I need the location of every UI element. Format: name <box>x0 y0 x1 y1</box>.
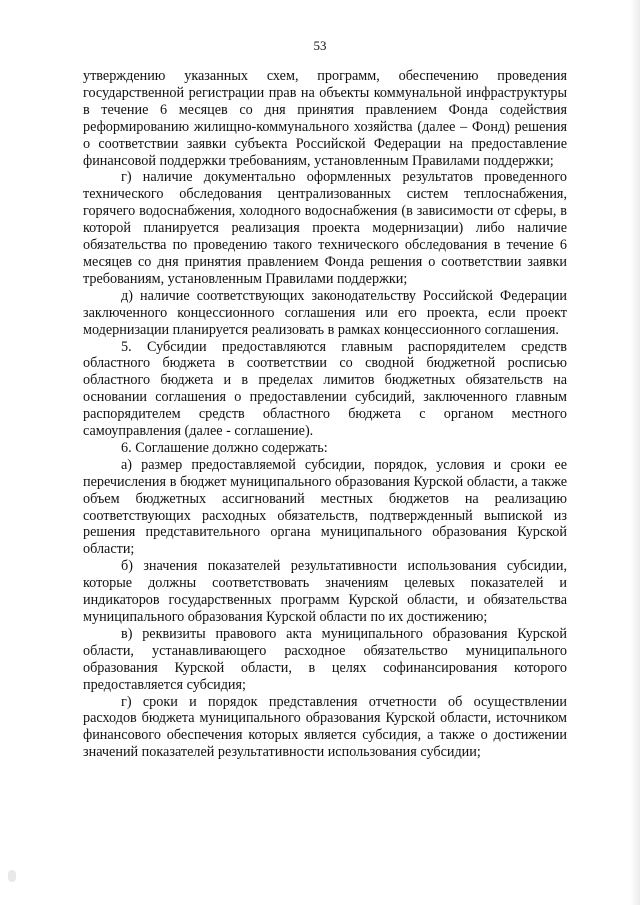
paragraph-item-v-legal-act: в) реквизиты правового акта муниципального образования Курской области, устанавливающего расходное обязательство муниципального образования Курской области, в целях софинансирования которого предоставляется субсидия; <box>83 625 567 693</box>
paragraph-item-b-indicators: б) значения показателей результативности использования субсидии, которые должны соответствовать значениям целевых показателей и индикаторов государственных программ Курской области, и обязательства муниципального образования Курской области по их достижению; <box>83 558 567 625</box>
paragraph-item-d-concession: д) наличие соответствующих законодательству Российской Федерации заключенного концессионного соглашения или его проекта, если проект модернизации планируется реализовать в рамках концессионного соглашения. <box>83 287 567 338</box>
page-number: 53 <box>313 38 327 53</box>
scan-edge-shadow <box>630 0 640 905</box>
document-body <box>83 68 567 761</box>
paragraph-clause-6: 6. Соглашение должно содержать: <box>121 439 328 456</box>
paragraph-item-a-subsidy-amount: а) размер предоставляемой субсидии, порядок, условия и сроки ее перечисления в бюджет муниципального образования Курской области, а также объем бюджетных ассигнований местных бюджетов на реализацию соответствующих расходных обязательств, подтвержденный выпиской из решения представительного органа муниципального образования Курской области; <box>83 456 567 558</box>
paragraph-item-g-reporting: г) сроки и порядок представления отчетности об осуществлении расходов бюджета муниципального образования Курской области, источником финансового обеспечения которых является субсидия, а также о достижении значений показателей результативности использования субсидии; <box>83 693 567 761</box>
paragraph-item-g-technical-survey: г) наличие документально оформленных результатов проведенного технического обследования централизованных систем теплоснабжения, горячего водоснабжения, холодного водоснабжения (в зависимости от сферы, в которой планируется реализация проекта модернизации) либо наличие обязательства по проведению такого технического обследования в течение 6 месяцев со дня принятия правлением Фонда решения о соответствии заявки требованиям, установленным Правилами поддержки; <box>83 169 567 287</box>
scan-artifact <box>8 870 16 882</box>
paragraph-continuation: утверждению указанных схем, программ, обеспечению проведения государственной регистрации прав на объекты коммунальной инфраструктуры в течение 6 месяцев со дня принятия правлением Фонда содействия реформированию жилищно-коммунального хозяйства (далее – Фонд) решения о соответствии заявки субъекта Российской Федерации на предоставление финансовой поддержки требованиям, установленным Правилами поддержки; <box>83 68 567 169</box>
paragraph-clause-5: 5. Субсидии предоставляются главным распорядителем средств областного бюджета в соответствии со сводной бюджетной росписью областного бюджета и в пределах лимитов бюджетных обязательств на основании соглашения о предоставлении субсидий, заключенного главным распорядителем средств областного бюджета с органом местного самоуправления (далее - соглашение). <box>83 338 567 440</box>
